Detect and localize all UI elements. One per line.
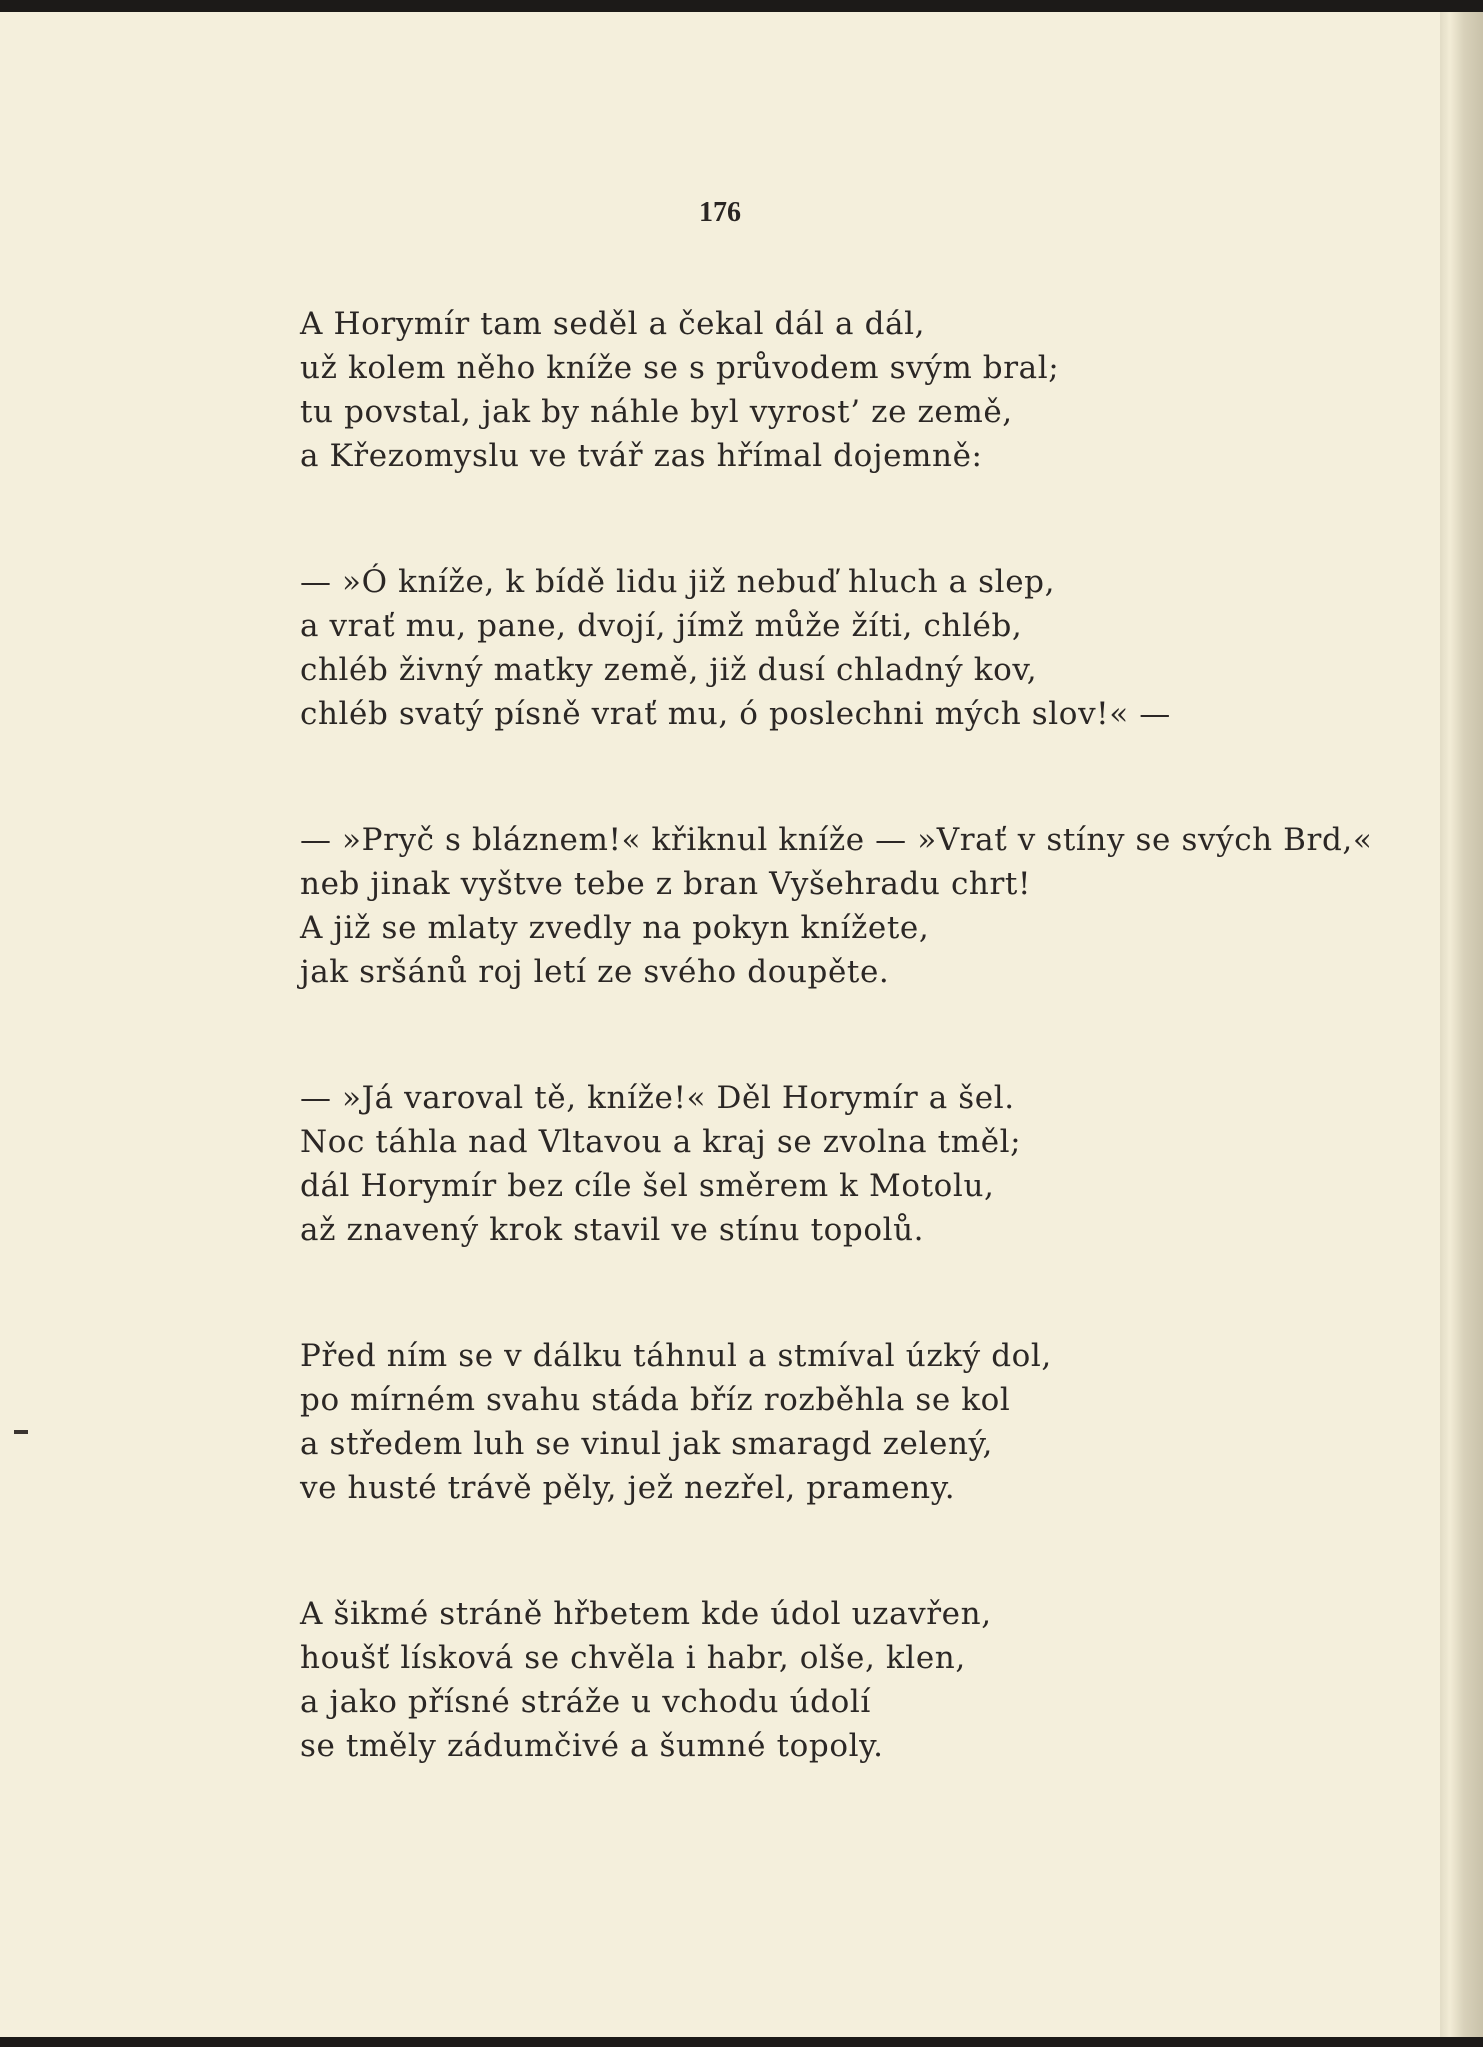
verse-line: dál Horymír bez cíle šel směrem k Motolu, [300, 1168, 995, 1204]
verse-line: ve husté trávě pěly, jež nezřel, prameny. [300, 1470, 956, 1506]
verse-line: až znavený krok stavil ve stínu topolů. [300, 1212, 925, 1248]
poem-text [300, 302, 1420, 1850]
verse-line: se tměly zádumčivé a šumné topoly. [300, 1728, 884, 1764]
verse-line: jak sršánů roj letí ze svého doupěte. [300, 954, 890, 990]
verse-line: a jako přísné stráže u vchodu údolí [300, 1684, 871, 1720]
verse-line: Noc táhla nad Vltavou a kraj se zvolna tměl; [300, 1124, 1022, 1160]
verse-line: — »Ó kníže, k bídě lidu již nebuď hluch a slep, [300, 564, 1056, 600]
stanza-5 [300, 1334, 1420, 1510]
verse-line: a Křezomyslu ve tvář zas hřímal dojemně: [300, 438, 983, 474]
verse-line: A šikmé stráně hřbetem kde údol uzavřen, [300, 1596, 992, 1632]
book-page [0, 12, 1441, 2037]
book-spine-edge [1440, 12, 1483, 2037]
verse-line: a středem luh se vinul jak smaragd zelený, [300, 1426, 993, 1462]
verse-line: po mírném svahu stáda bříz rozběhla se kol [300, 1382, 1011, 1418]
verse-line: chléb živný matky země, již dusí chladný kov, [300, 652, 1038, 688]
stanza-4 [300, 1076, 1420, 1252]
verse-line: Před ním se v dálku táhnul a stmíval úzký dol, [300, 1338, 1052, 1374]
verse-line: houšť lísková se chvěla i habr, olše, klen, [300, 1640, 966, 1676]
verse-line: už kolem něho kníže se s průvodem svým bral; [300, 350, 1060, 386]
page-number: 176 [699, 197, 741, 228]
stanza-2 [300, 560, 1420, 736]
verse-line: neb jinak vyštve tebe z bran Vyšehradu chrt! [300, 866, 1032, 902]
verse-line: — »Já varoval tě, kníže!« Děl Horymír a šel. [300, 1080, 1015, 1116]
verse-line: — »Pryč s bláznem!« křiknul kníže — »Vrať v stíny se svých Brd,« [300, 822, 1373, 858]
stanza-3 [300, 818, 1420, 994]
verse-line: A již se mlaty zvedly na pokyn knížete, [300, 910, 930, 946]
verse-line: chléb svatý písně vrať mu, ó poslechni mých slov!« — [300, 696, 1171, 732]
verse-line: A Horymír tam seděl a čekal dál a dál, [300, 306, 926, 342]
page-edge-mark [14, 1430, 28, 1434]
verse-line: a vrať mu, pane, dvojí, jímž může žíti, chléb, [300, 608, 1023, 644]
verse-line: tu povstal, jak by náhle byl vyrost’ ze země, [300, 394, 1013, 430]
stanza-1 [300, 302, 1420, 478]
stanza-6 [300, 1592, 1420, 1768]
